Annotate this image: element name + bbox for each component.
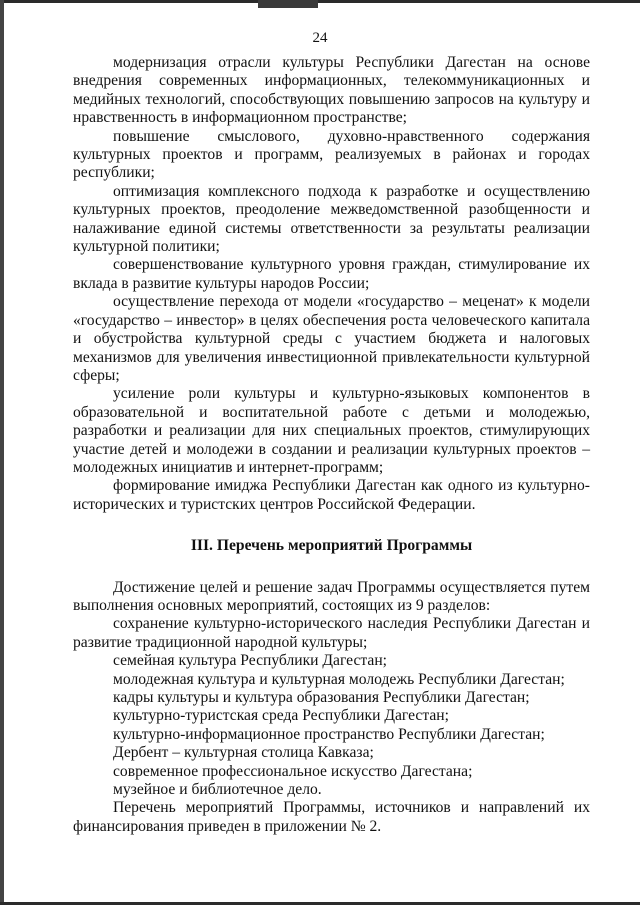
paragraph: совершенствование культурного уровня граждан, стимулирование их вклада в развитие культуры народов России;: [73, 256, 590, 292]
paragraph: Перечень мероприятий Программы, источников и направлений их финансирования приведен в приложении № 2.: [73, 799, 590, 835]
paragraph: формирование имиджа Республики Дагестан как одного из культурно-исторических и туристских центров Российской Федерации.: [73, 477, 590, 513]
page-number: 24: [312, 30, 328, 46]
list-item: кадры культуры и культура образования Республики Дагестан;: [113, 689, 530, 706]
list-item: культурно-туристская среда Республики Дагестан;: [113, 707, 449, 725]
paragraph: повышение смыслового, духовно-нравственного содержания культурных проектов и программ, реализуемых в районах и городах республики;: [73, 127, 590, 182]
scan-binding-mark: [258, 0, 318, 8]
paragraph: модернизация отрасли культуры Республики Дагестан на основе внедрения современных информационных, телекоммуникационных и медийных технологий, способствующих повышению запросов на культуру и нравственность в информационном пространстве;: [73, 54, 590, 127]
list-item: современное профессиональное искусство Дагестана;: [113, 762, 473, 780]
scan-border-top: [0, 0, 640, 3]
section-heading: III. Перечень мероприятий Программы: [190, 537, 473, 555]
list-item: семейная культура Республики Дагестан;: [113, 652, 388, 670]
list-item: культурно-информационное пространство Республики Дагестан;: [113, 725, 545, 743]
paragraph: Достижение целей и решение задач Программы осуществляется путем выполнения основных мероприятий, состоящих из 9 разделов:: [73, 578, 590, 614]
document-body: [73, 54, 590, 836]
list-item: музейное и библиотечное дело.: [113, 781, 322, 799]
paragraph: осуществление перехода от модели «государство – меценат» к модели «государство – инвестор» в целях обеспечения роста человеческого капитала и обустройства культурной среды с участием бюджета и налоговых механизмов для увеличения инвестиционной привлекательности культурной сферы;: [73, 293, 590, 384]
paragraph: оптимизация комплексного подхода к разработке и осуществлению культурных проектов, преодоление межведомственной разобщенности и налаживание единой системы ответственности за результаты реализации культурной политики;: [73, 182, 590, 256]
list-item: молодежная культура и культурная молодежь Республики Дагестан;: [113, 670, 565, 688]
scan-border-left: [0, 0, 4, 905]
list-item: Дербент – культурная столица Кавказа;: [113, 744, 374, 762]
list-item: сохранение культурно-исторического наследия Республики Дагестан и развитие традиционной народной культуры;: [73, 615, 590, 651]
paragraph: усиление роли культуры и культурно-языковых компонентов в образовательной и воспитательной работе с детьми и молодежью, разработки и реализации для них специальных проектов, стимулирующих участие детей и молодежи в создании и реализации культурных проектов – молодежных инициатив и интернет-программ;: [73, 385, 590, 476]
